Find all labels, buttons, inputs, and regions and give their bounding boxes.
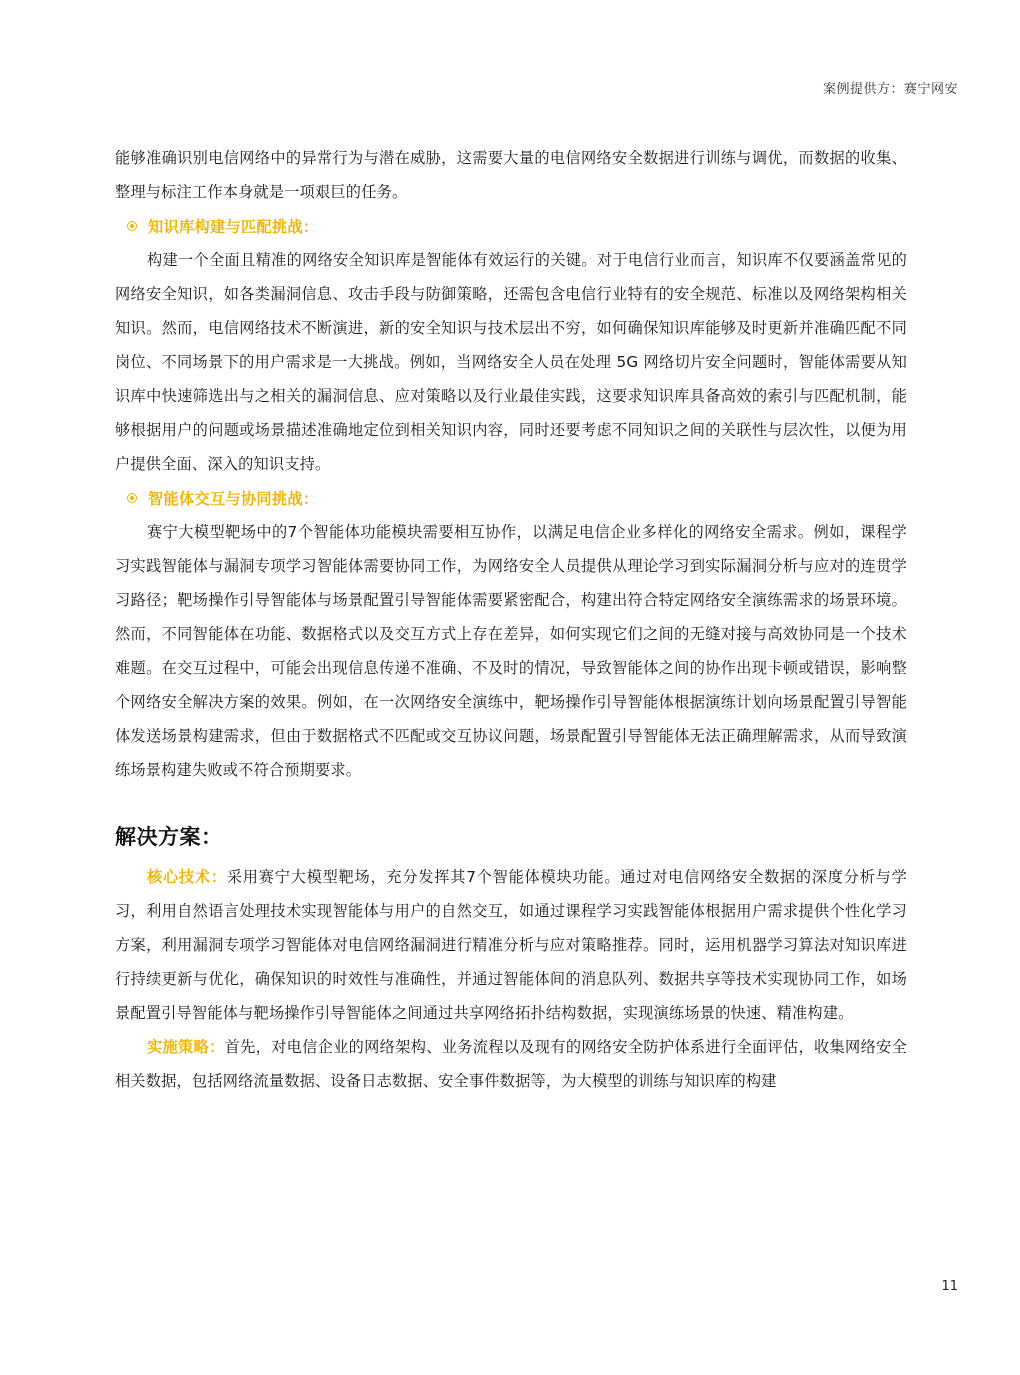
intro-paragraph: 能够准确识别电信网络中的异常行为与潜在威胁，这需要大量的电信网络安全数据进行训练与调优，而数据的收集、整理与标注工作本身就是一项艰巨的任务。: [115, 149, 907, 201]
solution-section-title: 解决方案：: [115, 825, 223, 849]
implementation-strategy-paragraph: [115, 1030, 907, 1098]
bullet-circle-icon: [127, 221, 137, 231]
core-technology-text: 采用赛宁大模型靶场，充分发挥其7个智能体模块功能。通过对电信网络安全数据的深度分析与学习，利用自然语言处理技术实现智能体与用户的自然交互，如通过课程学习实践智能体根据用户需求提供个性化学习方案，利用漏洞专项学习智能体对电信网络漏洞进行精准分析与应对策略推荐。同时，运用机器学习算法对知识库进行持续更新与优化，确保知识的时效性与准确性，并通过智能体间的消息队列、数据共享等技术实现协同工作，如场景配置引导智能体与靶场操作引导智能体之间通过共享网络拓扑结构数据，实现演练场景的快速、精准构建。: [115, 868, 908, 1022]
core-technology-label: 核心技术：: [147, 868, 227, 886]
knowledge-base-challenge-title: 知识库构建与匹配挑战：: [148, 217, 319, 236]
agent-collab-challenge-title: 智能体交互与协同挑战：: [148, 489, 319, 508]
core-technology-paragraph: [115, 860, 907, 1030]
bullet-circle-icon: [127, 493, 137, 503]
knowledge-base-paragraph: 构建一个全面且精准的网络安全知识库是智能体有效运行的关键。对于电信行业而言，知识库不仅要涵盖常见的网络安全知识，如各类漏洞信息、攻击手段与防御策略，还需包含电信行业特有的安全规范、标准以及网络架构相关知识。然而，电信网络技术不断演进，新的安全知识与技术层出不穷，如何确保知识库能够及时更新并准确匹配不同岗位、不同场景下的用户需求是一大挑战。例如，当网络安全人员在处理 5G 网络切片安全问题时，智能体需要从知识库中快速筛选出与之相关的漏洞信息、应对策略以及行业最佳实践，这要求知识库具备高效的索引与匹配机制，能够根据用户的问题或场景描述准确地定位到相关知识内容，同时还要考虑不同知识之间的关联性与层次性，以便为用户提供全面、深入的知识支持。: [115, 251, 907, 473]
implementation-strategy-label: 实施策略：: [147, 1038, 225, 1056]
case-provider-credit: 案例提供方：赛宁网安: [822, 82, 958, 97]
implementation-strategy-text: 首先，对电信企业的网络架构、业务流程以及现有的网络安全防护体系进行全面评估，收集网络安全相关数据，包括网络流量数据、设备日志数据、安全事件数据等，为大模型的训练与知识库的构建: [115, 1038, 907, 1090]
page-number: 11: [941, 1279, 958, 1294]
document-body: [115, 141, 907, 1098]
knowledge-base-challenge-heading: [127, 209, 907, 243]
agent-collab-challenge-heading: [127, 481, 907, 515]
agent-collab-paragraph: 赛宁大模型靶场中的7个智能体功能模块需要相互协作，以满足电信企业多样化的网络安全需求。例如，课程学习实践智能体与漏洞专项学习智能体需要协同工作，为网络安全人员提供从理论学习到实际漏洞分析与应对的连贯学习路径；靶场操作引导智能体与场景配置引导智能体需要紧密配合，构建出符合特定网络安全演练需求的场景环境。然而，不同智能体在功能、数据格式以及交互方式上存在差异，如何实现它们之间的无缝对接与高效协同是一个技术难题。在交互过程中，可能会出现信息传递不准确、不及时的情况，导致智能体之间的协作出现卡顿或错误，影响整个网络安全解决方案的效果。例如，在一次网络安全演练中，靶场操作引导智能体根据演练计划向场景配置引导智能体发送场景构建需求，但由于数据格式不匹配或交互协议问题，场景配置引导智能体无法正确理解需求，从而导致演练场景构建失败或不符合预期要求。: [115, 523, 907, 779]
